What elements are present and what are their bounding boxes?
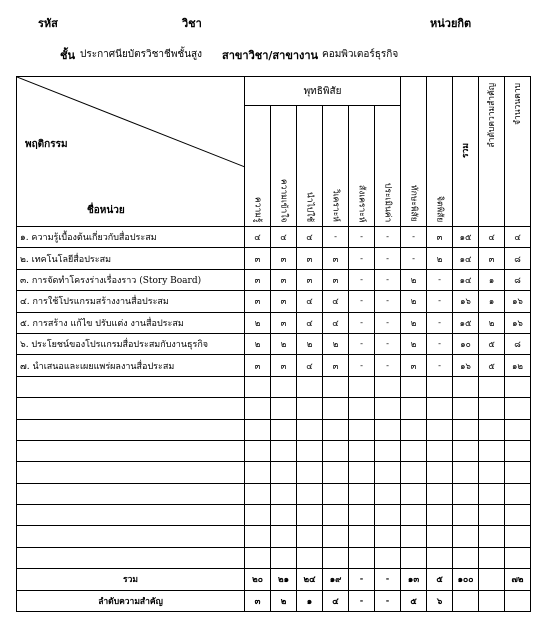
score-cell: - <box>375 333 401 354</box>
score-cell: ๑๒ <box>505 355 531 376</box>
col-knowledge: ความรู้ <box>245 106 271 227</box>
score-cell: ๒ <box>401 312 427 333</box>
field-value: คอมพิวเตอร์ธุรกิจ <box>322 49 399 60</box>
score-cell: ๔ <box>505 227 531 248</box>
score-cell: ๓ <box>297 248 323 269</box>
score-cell: ๒ <box>245 333 271 354</box>
score-cell: ๒ <box>401 291 427 312</box>
table-row <box>17 227 531 248</box>
rank-row: ลำดับความสำคัญ ๓ ๒ ๑ ๔ - - ๕ ๖ <box>17 590 531 611</box>
total-row: รวม ๒๐ ๒๑ ๒๔ ๑๙ - - ๑๓ ๕ ๑๐๐ ๗๒ <box>17 569 531 590</box>
code-label: รหัส <box>38 17 58 30</box>
score-cell: - <box>427 291 453 312</box>
score-cell: ๕ <box>479 355 505 376</box>
unit-name: ๗. นำเสนอและเผยแพร่ผลงานสื่อประสม <box>17 355 245 376</box>
score-cell: - <box>375 227 401 248</box>
score-cell: ๑๖ <box>505 312 531 333</box>
col-total: รวม <box>453 77 479 227</box>
empty-row <box>17 505 531 526</box>
curriculum-table <box>16 76 531 612</box>
table-row <box>17 269 531 290</box>
score-cell: - <box>375 291 401 312</box>
col-analysis: วิเคราะห์ <box>323 106 349 227</box>
score-cell: ๒ <box>323 333 349 354</box>
subject-label: วิชา <box>182 17 202 30</box>
table-row <box>17 312 531 333</box>
score-cell: ๑๖ <box>505 291 531 312</box>
score-cell: ๓ <box>271 355 297 376</box>
col-application: นำไปใช้ <box>297 106 323 227</box>
score-cell: ๑๕ <box>453 312 479 333</box>
score-cell: ๕ <box>479 333 505 354</box>
score-cell: ๑๐ <box>453 333 479 354</box>
empty-row <box>17 440 531 461</box>
score-cell: ๑ <box>479 291 505 312</box>
col-comprehension: ความเข้าใจ <box>271 106 297 227</box>
score-cell: ๓ <box>427 227 453 248</box>
score-cell: ๑๖ <box>453 355 479 376</box>
score-cell: ๘ <box>505 333 531 354</box>
score-cell: ๔ <box>323 312 349 333</box>
unit-name: ๖. ประโยชน์ของโปรแกรมสื่อประสมกับงานธุรกิจ <box>17 333 245 354</box>
score-cell: ๓ <box>323 269 349 290</box>
score-cell: ๒ <box>479 312 505 333</box>
rank-label: ลำดับความสำคัญ <box>17 590 245 611</box>
score-cell: ๓ <box>479 248 505 269</box>
score-cell: - <box>375 355 401 376</box>
score-cell: ๘ <box>505 248 531 269</box>
empty-row <box>17 526 531 547</box>
empty-row <box>17 419 531 440</box>
level-label: ชั้น <box>60 49 75 62</box>
unit-name: ๔. การใช้โปรแกรมสร้างงานสื่อประสม <box>17 291 245 312</box>
score-cell: ๑๕ <box>453 227 479 248</box>
score-cell: - <box>349 248 375 269</box>
score-cell: - <box>349 355 375 376</box>
score-cell: - <box>349 227 375 248</box>
score-cell: ๔ <box>297 291 323 312</box>
table-row <box>17 291 531 312</box>
score-cell: ๔ <box>323 291 349 312</box>
empty-row <box>17 483 531 504</box>
col-evaluation: ประเมินค่า <box>375 106 401 227</box>
col-rank: ลำดับความสำคัญ <box>479 77 505 227</box>
score-cell: - <box>375 312 401 333</box>
score-cell: - <box>427 333 453 354</box>
score-cell: - <box>375 248 401 269</box>
col-synthesis: สังเคราะห์ <box>349 106 375 227</box>
score-cell: ๓ <box>245 355 271 376</box>
score-cell: - <box>349 291 375 312</box>
score-cell: ๓ <box>323 355 349 376</box>
score-cell: ๒ <box>297 333 323 354</box>
score-cell: ๓ <box>323 248 349 269</box>
score-cell: - <box>401 227 427 248</box>
score-cell: - <box>323 227 349 248</box>
field-label: สาขาวิชา/สาขางาน <box>222 49 319 62</box>
table-row <box>17 333 531 354</box>
table-row <box>17 248 531 269</box>
score-cell: - <box>401 248 427 269</box>
score-cell: ๒ <box>271 333 297 354</box>
empty-row <box>17 462 531 483</box>
cognitive-label: พุทธิพิสัย <box>245 77 401 106</box>
score-cell: - <box>427 355 453 376</box>
score-cell: - <box>349 269 375 290</box>
behavior-label: พฤติกรรม <box>25 139 68 150</box>
score-cell: ๒ <box>401 333 427 354</box>
unit-name: ๑. ความรู้เบื้องต้นเกี่ยวกับสื่อประสม <box>17 227 245 248</box>
score-cell: ๘ <box>505 269 531 290</box>
score-cell: ๑๔ <box>453 248 479 269</box>
score-cell: ๓ <box>297 269 323 290</box>
score-cell: ๔ <box>479 227 505 248</box>
score-cell: ๓ <box>245 269 271 290</box>
empty-row <box>17 398 531 419</box>
score-cell: ๑ <box>479 269 505 290</box>
header-diagonal-cell <box>17 77 245 227</box>
score-cell: ๔ <box>297 355 323 376</box>
score-cell: ๓ <box>271 248 297 269</box>
score-cell: - <box>349 333 375 354</box>
col-periods: จำนวนคาบ <box>505 77 531 227</box>
score-cell: ๓ <box>245 248 271 269</box>
score-cell: ๔ <box>271 227 297 248</box>
score-cell: ๑๖ <box>453 291 479 312</box>
empty-row <box>17 376 531 397</box>
score-cell: ๓ <box>401 355 427 376</box>
unit-name: ๒. เทคโนโลยีสื่อประสม <box>17 248 245 269</box>
level-value: ประกาศนียบัตรวิชาชีพชั้นสูง <box>80 49 203 60</box>
score-cell: ๒ <box>427 248 453 269</box>
score-cell: ๓ <box>245 291 271 312</box>
credit-label: หน่วยกิต <box>430 17 472 30</box>
col-affective: จิตพิสัย <box>427 77 453 227</box>
score-cell: ๔ <box>297 227 323 248</box>
total-label: รวม <box>17 569 245 590</box>
score-cell: ๒ <box>401 269 427 290</box>
score-cell: ๔ <box>245 227 271 248</box>
unit-name: ๕. การสร้าง แก้ไข ปรับแต่ง งานสื่อประสม <box>17 312 245 333</box>
score-cell: - <box>375 269 401 290</box>
unit-name: ๓. การจัดทำโครงร่างเรื่องราว (Story Board) <box>17 269 245 290</box>
unit-label: ชื่อหน่วย <box>87 205 125 216</box>
score-cell: ๓ <box>271 269 297 290</box>
table-row <box>17 355 531 376</box>
score-cell: ๓ <box>271 291 297 312</box>
score-cell: ๓ <box>271 312 297 333</box>
score-cell: ๔ <box>297 312 323 333</box>
score-cell: ๑๔ <box>453 269 479 290</box>
score-cell: - <box>427 312 453 333</box>
score-cell: - <box>427 269 453 290</box>
score-cell: - <box>349 312 375 333</box>
score-cell: ๒ <box>245 312 271 333</box>
col-psychomotor: ทักษะพิสัย <box>401 77 427 227</box>
empty-row <box>17 547 531 568</box>
